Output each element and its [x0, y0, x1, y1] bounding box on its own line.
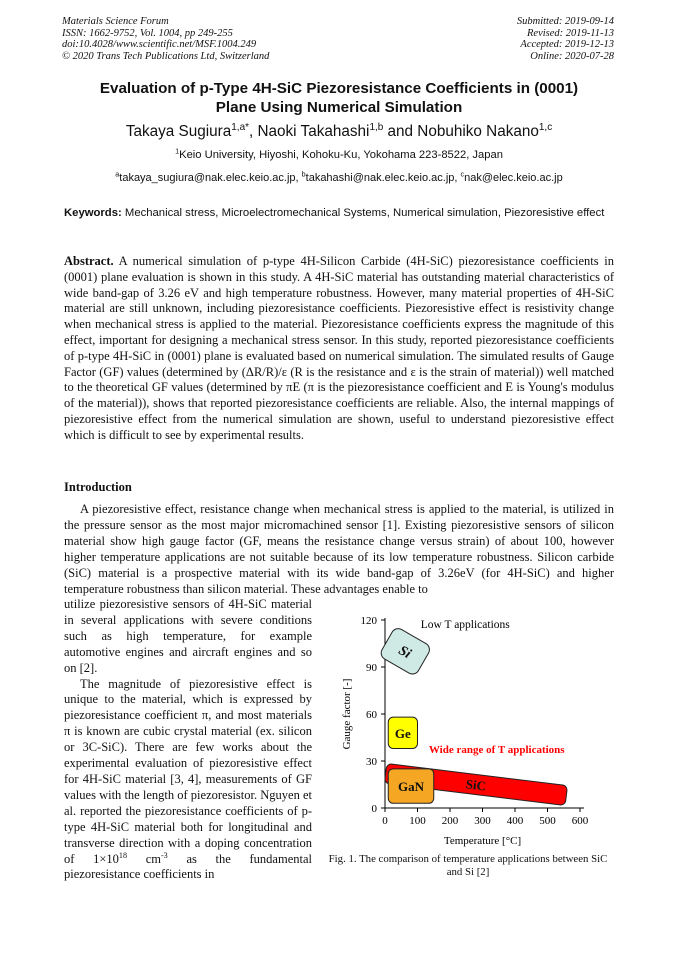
revised-date: Revised: 2019-11-13: [527, 27, 614, 39]
email-list: $^a$takaya_sugiura@nak.elec.keio.ac.jp, $^b$takahashi@nak.elec.keio.ac.jp, $^c$nak@elec.keio.ac.jp: [115, 170, 563, 184]
abstract: Abstract. A numerical simulation of p-type 4H-Silicon Carbide (4H-SiC) piezoresistance coefficients in (0001) plane evaluation is shown in this study. A 4H-SiC material has outstanding material characteristics of wide band-gap of 3.26 eV and high temperature robustness. However, many material properties of 4H-SiC material are still unknown, including piezoresistance coefficients. Piezoresistive effect is resistivity change when mechanical stress is applied to the material. Piezoresistance coefficients express the magnitude of this effect, important for designing a mechanical stress sensor. In this study, reported piezoresistance coefficients of p-type 4H-SiC in (0001) plane is evaluated based on numerical simulation. The simulated results of Gauge Factor (GF) values (determined by (ΔR/R)/ε (R is the resistance and ε is the strain of material)) well matched to the theoretical GF values (determined by πE (π is the piezoresistance coefficient and E is Young's modulus of the material)), shows that reported piezoresistance coefficients are reliable. Also, the internal mappings of piezoresistive effect from the numerical simulation are shown, useful to understand piezoresistive effect which is difficult to see by experimental results.: [64, 254, 614, 442]
author-list: Takaya Sugiura$^{1,a*}$, Naoki Takahashi$^{1,b}$ and Nobuhiko Nakano$^{1,c}$: [125, 121, 553, 140]
submitted-date: Submitted: 2019-09-14: [516, 16, 614, 27]
intro-paragraph-1-cont: utilize piezoresistive sensors of 4H-SiC material in several applications with severe conditions such as high temperature, for example automotive engines and aircraft engines and so on [2].: [64, 597, 312, 675]
x-axis-label: Temperature [°C]: [443, 835, 522, 847]
x-tick-label: 600: [571, 815, 589, 827]
author-2: Naoki Takahashi: [257, 123, 370, 140]
affiliation: $^1$Keio University, Hiyoshi, Kohoku-Ku, Yokohama 223-8522, Japan: [175, 146, 503, 161]
email-a: takaya_sugiura@nak.elec.keio.ac.jp,: [119, 172, 302, 184]
keywords: Keywords: Mechanical stress, Microelectromechanical Systems, Numerical simulation, Piezoresistive effect: [64, 207, 605, 219]
region-ge-label: Ge: [394, 725, 411, 741]
region-ge: [388, 717, 417, 748]
issn-line: ISSN: 1662-9752, Vol. 1004, pp 249-255: [62, 27, 233, 39]
accepted-date: Accepted: 2019-12-13: [520, 39, 614, 51]
region-si-label: Si: [395, 643, 414, 663]
annotation-low-temp: Low T applications: [420, 618, 510, 631]
x-tick-label: 400: [506, 815, 524, 827]
copyright-line: © 2020 Trans Tech Publications Ltd, Switzerland: [62, 50, 270, 62]
email-c: nak@elec.keio.ac.jp: [464, 172, 563, 184]
y-tick-label: 60: [366, 709, 377, 721]
online-date: Online: 2020-07-28: [530, 50, 614, 62]
temperature-application-chart: [322, 608, 614, 853]
region-si: [379, 626, 432, 676]
y-tick-label: 0: [371, 803, 377, 815]
x-tick-label: 100: [409, 815, 426, 827]
y-axis-label: Gauge factor [-]: [341, 678, 353, 750]
y-tick-label: 120: [360, 615, 377, 627]
region-sic-label: SiC: [464, 776, 487, 794]
y-tick-label: 90: [366, 662, 377, 674]
author-1: Takaya Sugiura: [125, 123, 232, 140]
x-tick-label: 0: [382, 815, 388, 827]
x-tick-label: 200: [441, 815, 459, 827]
x-tick-label: 500: [539, 815, 556, 827]
figure-caption: Fig. 1. The comparison of temperature applications between SiC and Si [2]: [328, 853, 608, 878]
region-gan: [388, 769, 434, 803]
journal-header: [62, 16, 269, 62]
dates-header: [517, 16, 614, 62]
x-tick-label: 300: [474, 815, 491, 827]
region-gan-label: GaN: [398, 779, 424, 795]
y-tick-label: 30: [366, 756, 377, 768]
section-heading-introduction: Introduction: [64, 480, 132, 494]
intro-column: [64, 597, 312, 883]
email-b: takahashi@nak.elec.keio.ac.jp,: [305, 172, 461, 184]
journal-name: Materials Science Forum: [62, 16, 169, 27]
intro-paragraph-2: The magnitude of piezoresistive effect is unique to the material, which is expressed by piezoresistance coefficient π, and most materials π is known are cubic crystal material (ex. silicon or 3C-SiC). There are few works about the experimental evaluation of piezoresistive effect for 4H-SiC material [3, 4], measurements of GF values with the length of piezoresistor. Nguyen et al. reported the piezoresistance coefficients of p-type 4H-SiC material both for longitudinal and transverse direction with a doping concentration of $1\times 10^{18}$ $cm^{-3}$ as the fundamental piezoresistance coefficients in: [64, 676, 312, 882]
annotation-wide-range: Wide range of T applications: [428, 744, 565, 757]
author-3: Nobuhiko Nakano: [417, 123, 539, 140]
intro-paragraph-1: A piezoresistive effect, resistance change when mechanical stress is applied to the material, is utilized in the pressure sensor as the most major micromachined sensor [1]. Existing piezoresistive sensors of silicon material show high gauge factor (GF, means the resistance change versus strain) of about 100, however higher temperature applications are not suitable because of its low temperature robustness. Silicon carbide (SiC) material is a prospective material with its wide band-gap of 3.26eV (for 4H-SiC) and higher temperature robustness than silicon material. These advantages enable to: [64, 502, 614, 596]
paper-title: Evaluation of p-Type 4H-SiC Piezoresistance Coefficients in (0001) Plane Using Numerical Simulation: [99, 80, 579, 116]
doi-line: doi:10.4028/www.scientific.net/MSF.1004.249: [62, 39, 257, 51]
